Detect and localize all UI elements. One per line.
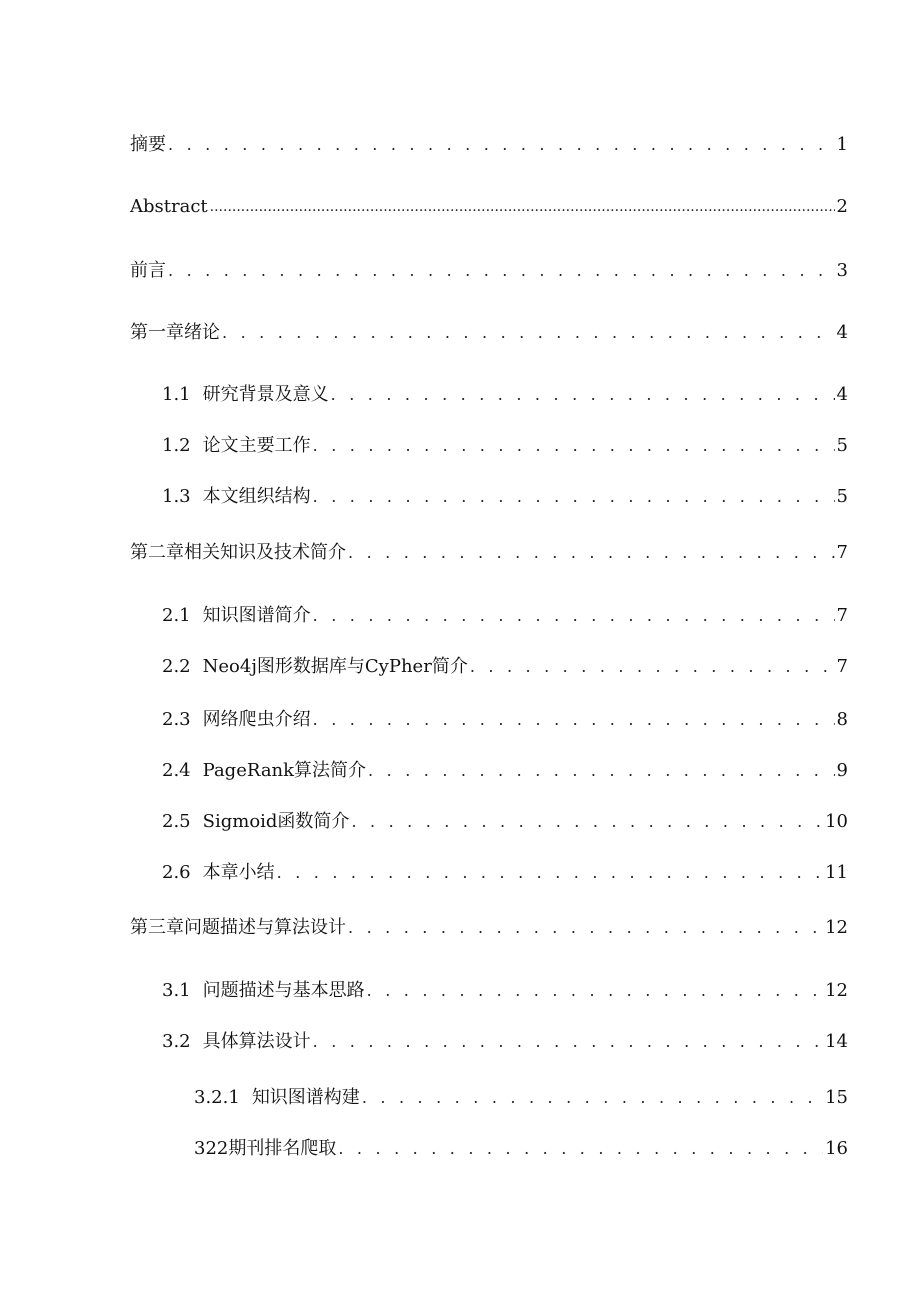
toc-leader-dots — [168, 260, 835, 282]
toc-entry-page: 16 — [825, 1138, 848, 1159]
toc-entry-page: 9 — [836, 760, 848, 781]
toc-entry-number: 2.6 — [162, 862, 191, 883]
toc-entry-abstract-cn[interactable] — [130, 122, 848, 156]
toc-entry-number: 1.3 — [162, 486, 191, 507]
toc-leader-dots — [168, 134, 835, 156]
toc-entry-chapter-2[interactable] — [130, 530, 848, 564]
toc-entry-page: 7 — [836, 656, 848, 677]
toc-leader-dots — [313, 486, 835, 508]
toc-entry-title: PageRank算法简介 — [202, 760, 367, 781]
toc-entry-title: 具体算法设计 — [202, 1031, 311, 1052]
toc-entry-2-6[interactable] — [162, 850, 848, 884]
toc-entry-number: 2.2 — [162, 656, 191, 677]
toc-entry-page: 1 — [836, 134, 848, 155]
toc-entry-1-1[interactable] — [162, 372, 848, 406]
toc-entry-title: Sigmoid函数简介 — [202, 811, 350, 832]
toc-entry-number: 2.1 — [162, 605, 191, 626]
toc-entry-page: 3 — [836, 260, 848, 281]
toc-entry-2-3[interactable] — [162, 697, 848, 731]
toc-entry-3-1[interactable] — [162, 968, 848, 1002]
toc-leader-dots — [348, 542, 835, 564]
toc-entry-1-3[interactable] — [162, 474, 848, 508]
toc-entry-number: 2.3 — [162, 709, 191, 730]
toc-entry-2-5[interactable] — [162, 799, 848, 833]
toc-entry-page: 7 — [836, 605, 848, 626]
toc-entry-title: 知识图谱简介 — [202, 605, 311, 626]
toc-entry-preface[interactable] — [130, 248, 848, 282]
toc-entry-abstract-en[interactable] — [130, 184, 848, 218]
toc-entry-number: 1.1 — [162, 384, 191, 405]
toc-leader-dots — [313, 605, 835, 627]
toc-entry-1-2[interactable] — [162, 423, 848, 457]
toc-leader-dots — [362, 1087, 823, 1109]
toc-entry-2-4[interactable] — [162, 748, 848, 782]
toc-entry-title: 本文组织结构 — [202, 486, 311, 507]
toc-entry-title: Abstract — [130, 196, 208, 217]
toc-entry-2-2[interactable] — [162, 644, 848, 678]
toc-leader-dots — [277, 862, 823, 884]
toc-entry-page: 2 — [836, 196, 848, 217]
toc-entry-title: 第三章问题描述与算法设计 — [130, 917, 346, 938]
toc-entry-title: 知识图谱构建 — [251, 1087, 360, 1108]
toc-entry-page: 7 — [836, 542, 848, 563]
toc-entry-chapter-1[interactable] — [130, 310, 848, 344]
toc-entry-page: 4 — [836, 384, 848, 405]
toc-entry-title: 第一章绪论 — [130, 322, 220, 343]
toc-entry-3-2-1[interactable] — [194, 1075, 848, 1109]
toc-entry-page: 4 — [836, 322, 848, 343]
toc-leader-dots — [351, 811, 823, 833]
toc-entry-number: 3.2.1 — [194, 1087, 240, 1108]
toc-entry-number: 2.5 — [162, 811, 191, 832]
toc-entry-page: 10 — [825, 811, 848, 832]
toc-entry-page: 5 — [836, 435, 848, 456]
toc-leader-dots — [313, 709, 835, 731]
toc-leader-dots — [348, 917, 823, 939]
toc-entry-number: 2.4 — [162, 760, 191, 781]
toc-entry-chapter-3[interactable] — [130, 905, 848, 939]
toc-entry-3-2[interactable] — [162, 1019, 848, 1053]
toc-entry-3-2-2[interactable] — [194, 1126, 848, 1160]
toc-leader-dots — [470, 656, 835, 678]
toc-leader-dots — [367, 980, 823, 1002]
toc-entry-2-1[interactable] — [162, 593, 848, 627]
toc-entry-title: 网络爬虫介绍 — [202, 709, 311, 730]
toc-entry-number: 1.2 — [162, 435, 191, 456]
toc-entry-number: 3.1 — [162, 980, 191, 1001]
toc-entry-page: 5 — [836, 486, 848, 507]
toc-entry-page: 14 — [825, 1031, 848, 1052]
toc-entry-title: 研究背景及意义 — [202, 384, 329, 405]
toc-entry-page: 15 — [825, 1087, 848, 1108]
toc-entry-title: 摘要 — [130, 134, 166, 155]
toc-entry-title: 第二章相关知识及技术简介 — [130, 542, 346, 563]
toc-entry-page: 11 — [825, 862, 848, 883]
toc-entry-title: 论文主要工作 — [202, 435, 311, 456]
toc-leader-dots — [368, 760, 835, 782]
toc-entry-page: 12 — [825, 980, 848, 1001]
toc-leader-dots — [313, 1031, 823, 1053]
toc-entry-number: 3.2 — [162, 1031, 191, 1052]
toc-entry-page: 12 — [825, 917, 848, 938]
toc-entry-title: 前言 — [130, 260, 166, 281]
toc-leader-dots — [313, 435, 835, 457]
toc-leader-dots — [338, 1138, 823, 1160]
toc-entry-title: 322期刊排名爬取 — [194, 1138, 337, 1159]
toc-leader-dots — [210, 196, 835, 218]
toc-entry-title: 问题描述与基本思路 — [202, 980, 365, 1001]
toc-entry-title: Neo4j图形数据库与CyPher简介 — [202, 656, 468, 677]
toc-entry-page: 8 — [836, 709, 848, 730]
toc-leader-dots — [222, 322, 835, 344]
toc-leader-dots — [331, 384, 835, 406]
toc-entry-title: 本章小结 — [202, 862, 275, 883]
